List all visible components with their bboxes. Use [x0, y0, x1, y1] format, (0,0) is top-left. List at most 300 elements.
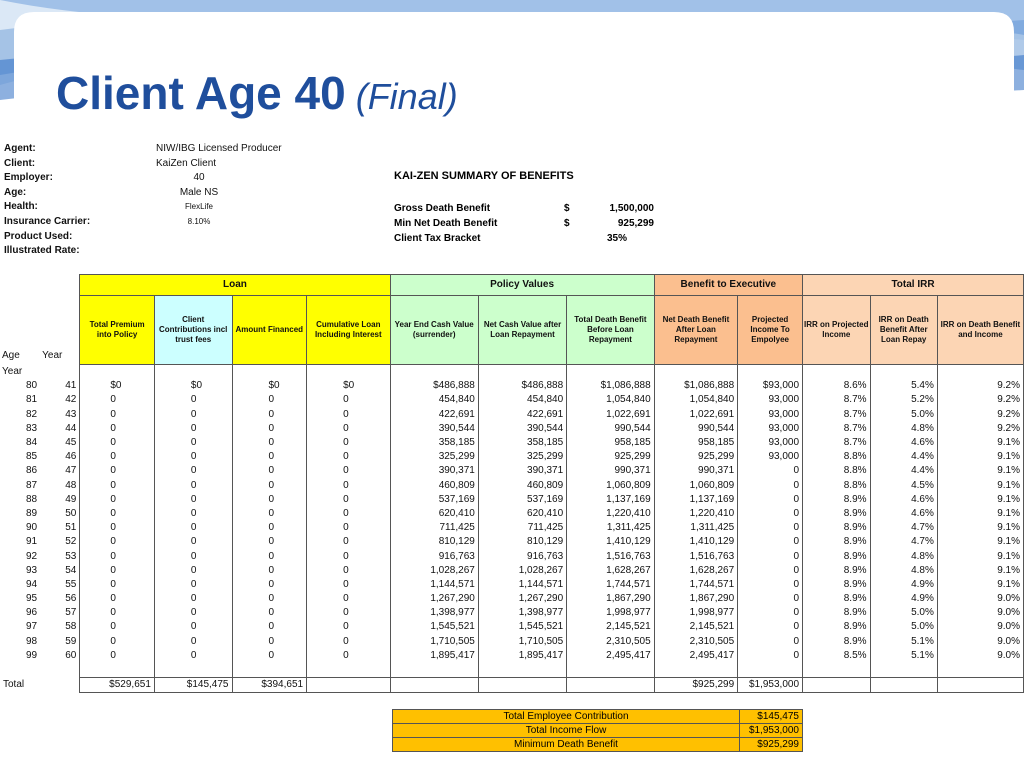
table-cell: 9.2% [937, 408, 1023, 422]
table-cell: 9.2% [937, 393, 1023, 407]
table-cell: 460,809 [478, 479, 566, 493]
table-cell: 0 [738, 464, 803, 478]
table-cell: 41 [65, 380, 77, 392]
table-cell: 54 [65, 564, 77, 576]
table-cell: 4.7% [870, 535, 937, 549]
table-cell: 8.9% [803, 564, 871, 578]
table-cell: 4.4% [870, 464, 937, 478]
table-cell: 8.7% [803, 408, 871, 422]
table-row [0, 620, 1024, 634]
table-cell: 5.0% [870, 606, 937, 620]
table-cell: 0 [154, 564, 232, 578]
table-row [0, 422, 1024, 436]
table-cell: 0 [80, 422, 155, 436]
table-cell: 0 [154, 422, 232, 436]
table-cell: $1,086,888 [654, 379, 738, 393]
table-cell: 1,028,267 [478, 564, 566, 578]
table-cell: 358,185 [390, 436, 478, 450]
table-cell: 0 [80, 606, 155, 620]
table-cell: 47 [65, 465, 77, 477]
table-cell: 57 [65, 607, 77, 619]
table-cell: 0 [80, 649, 155, 663]
table-cell: 1,054,840 [567, 393, 654, 407]
table-row [0, 408, 1024, 422]
table-cell: 990,371 [654, 464, 738, 478]
group-header-row [0, 275, 1024, 296]
table-cell: 8.9% [803, 635, 871, 649]
group-total-irr: Total IRR [803, 275, 1024, 296]
table-cell: 1,628,267 [654, 564, 738, 578]
table-cell: 711,425 [390, 521, 478, 535]
table-cell: 9.1% [937, 564, 1023, 578]
table-cell: 1,311,425 [567, 521, 654, 535]
totals-cell [937, 677, 1023, 692]
table-cell: 0 [80, 408, 155, 422]
table-cell: 0 [307, 649, 390, 663]
table-cell: 9.2% [937, 422, 1023, 436]
table-cell: 0 [738, 521, 803, 535]
table-cell: 0 [307, 436, 390, 450]
table-cell: 1,144,571 [478, 578, 566, 592]
table-cell: 0 [738, 535, 803, 549]
group-policy-values: Policy Values [390, 275, 654, 296]
table-cell: 9.1% [937, 493, 1023, 507]
table-cell: 2,495,417 [654, 649, 738, 663]
table-cell: 4.6% [870, 493, 937, 507]
info-value-rate: 8.10% [187, 216, 211, 226]
summary-currency: $ [564, 203, 570, 214]
table-cell: 4.8% [870, 564, 937, 578]
table-cell: 1,867,290 [654, 592, 738, 606]
table-cell: 4.9% [870, 592, 937, 606]
info-value-client: KaiZen Client [156, 157, 217, 169]
table-cell: 8.8% [803, 450, 871, 464]
table-cell: 0 [232, 578, 307, 592]
table-cell: 8.9% [803, 578, 871, 592]
table-row [0, 564, 1024, 578]
table-cell: 1,516,763 [654, 549, 738, 563]
bottom-summary-table [392, 709, 803, 752]
table-cell: 0 [154, 450, 232, 464]
table-cell: 0 [154, 479, 232, 493]
table-cell: 83 [26, 422, 38, 434]
table-cell: 0 [307, 479, 390, 493]
table-cell: 9.0% [937, 649, 1023, 663]
table-cell: 422,691 [390, 408, 478, 422]
table-cell: 916,763 [478, 549, 566, 563]
col-amount-financed: Amount Financed [232, 296, 307, 365]
table-cell: 1,060,809 [654, 479, 738, 493]
table-cell: 810,129 [390, 535, 478, 549]
table-cell: 81 [26, 394, 38, 406]
table-cell: 0 [154, 606, 232, 620]
table-cell: 0 [738, 578, 803, 592]
table-cell: 0 [232, 564, 307, 578]
table-cell: 4.6% [870, 507, 937, 521]
table-row [0, 549, 1024, 563]
table-cell: 0 [232, 521, 307, 535]
table-cell: 8.9% [803, 521, 871, 535]
table-cell: 59 [65, 635, 77, 647]
summary-label: Gross Death Benefit [394, 203, 491, 214]
totals-cell: $394,651 [232, 677, 307, 692]
table-cell: 1,267,290 [478, 592, 566, 606]
table-cell: 1,220,410 [567, 507, 654, 521]
table-cell: 1,022,691 [654, 408, 738, 422]
table-cell: 358,185 [478, 436, 566, 450]
table-cell: 0 [232, 464, 307, 478]
totals-label: Total [3, 679, 25, 691]
table-cell: 325,299 [390, 450, 478, 464]
table-row [0, 578, 1024, 592]
table-cell: 5.1% [870, 649, 937, 663]
totals-cell: $145,475 [154, 677, 232, 692]
table-row [0, 592, 1024, 606]
table-cell: 8.9% [803, 549, 871, 563]
table-cell: 925,299 [567, 450, 654, 464]
table-cell: 0 [154, 620, 232, 634]
table-cell: 454,840 [478, 393, 566, 407]
col-total-death-benefit: Total Death Benefit Before Loan Repayment [567, 296, 654, 365]
table-cell: 9.1% [937, 507, 1023, 521]
table-cell: 390,371 [390, 464, 478, 478]
table-cell: 4.6% [870, 436, 937, 450]
client-info-values [140, 142, 280, 230]
table-cell: 4.9% [870, 578, 937, 592]
table-cell: 96 [26, 607, 38, 619]
table-cell: 2,145,521 [567, 620, 654, 634]
table-cell: 5.4% [870, 379, 937, 393]
info-label-employer: Employer: [4, 172, 53, 184]
table-cell: 8.9% [803, 620, 871, 634]
table-cell: 0 [80, 620, 155, 634]
info-label-client: Client: [4, 157, 36, 169]
table-cell: 1,144,571 [390, 578, 478, 592]
table-cell: 0 [307, 493, 390, 507]
table-cell: 0 [232, 493, 307, 507]
table-cell: 0 [154, 393, 232, 407]
table-cell: 0 [232, 422, 307, 436]
table-cell: 43 [65, 408, 77, 420]
table-cell: 56 [65, 593, 77, 605]
table-cell: 93,000 [738, 408, 803, 422]
table-cell: $0 [80, 379, 155, 393]
table-row [0, 606, 1024, 620]
table-cell: 53 [65, 550, 77, 562]
table-row [0, 535, 1024, 549]
table-cell: 0 [307, 507, 390, 521]
table-cell: 9.1% [937, 535, 1023, 549]
table-cell: 0 [307, 564, 390, 578]
totals-cell [478, 677, 566, 692]
table-cell: 1,516,763 [567, 549, 654, 563]
table-cell: 1,137,169 [654, 493, 738, 507]
totals-cell [307, 677, 390, 692]
table-cell: 91 [26, 536, 38, 548]
table-cell: 8.9% [803, 606, 871, 620]
table-cell: 1,028,267 [390, 564, 478, 578]
table-cell: 48 [65, 479, 77, 491]
table-cell: 1,137,169 [567, 493, 654, 507]
table-cell: 89 [26, 507, 38, 519]
table-cell: 8.9% [803, 592, 871, 606]
table-cell: 0 [738, 479, 803, 493]
table-cell: 390,371 [478, 464, 566, 478]
table-cell: 4.8% [870, 422, 937, 436]
col-client-contributions: Client Contributions incl trust fees [154, 296, 232, 365]
table-cell: 0 [307, 578, 390, 592]
table-cell: 4.7% [870, 521, 937, 535]
table-cell: 84 [26, 437, 38, 449]
bottom-summary-row [393, 738, 803, 752]
table-cell: 50 [65, 507, 77, 519]
totals-cell [803, 677, 871, 692]
summary-title: KAI-ZEN SUMMARY OF BENEFITS [394, 170, 574, 182]
info-label-age: Age: [4, 186, 27, 198]
totals-cell: $1,953,000 [738, 677, 803, 692]
table-cell: 0 [738, 493, 803, 507]
totals-row [0, 677, 1024, 692]
col-irr-death-benefit: IRR on Death Benefit After Loan Repay [870, 296, 937, 365]
totals-cell [390, 677, 478, 692]
table-cell: 95 [26, 593, 38, 605]
table-cell: 990,371 [567, 464, 654, 478]
table-cell: 1,410,129 [654, 535, 738, 549]
table-cell: 990,544 [567, 422, 654, 436]
info-value-product: FlexLife [184, 202, 213, 212]
table-row [0, 635, 1024, 649]
row-label-year-2: Year [2, 366, 23, 378]
table-cell: 8.8% [803, 464, 871, 478]
table-cell: 9.0% [937, 592, 1023, 606]
table-cell: 0 [154, 493, 232, 507]
table-cell: 0 [738, 592, 803, 606]
table-cell: 9.1% [937, 450, 1023, 464]
table-cell: 93,000 [738, 422, 803, 436]
bottom-summary-value: $1,953,000 [740, 724, 803, 738]
table-cell: 58 [65, 621, 77, 633]
column-header-row [0, 296, 1024, 365]
table-cell: 2,495,417 [567, 649, 654, 663]
table-cell: 325,299 [478, 450, 566, 464]
table-cell: 1,744,571 [567, 578, 654, 592]
table-cell: 8.6% [803, 379, 871, 393]
table-cell: 1,311,425 [654, 521, 738, 535]
table-cell: 9.1% [937, 464, 1023, 478]
table-row [0, 450, 1024, 464]
table-row [0, 379, 1024, 393]
table-cell: 390,544 [478, 422, 566, 436]
table-row [0, 521, 1024, 535]
summary-label: Client Tax Bracket [394, 233, 481, 244]
table-cell: 82 [26, 408, 38, 420]
table-cell: 0 [80, 592, 155, 606]
table-cell: 97 [26, 621, 38, 633]
table-cell: 390,544 [390, 422, 478, 436]
table-cell: 460,809 [390, 479, 478, 493]
table-cell: 0 [232, 535, 307, 549]
table-cell: $0 [154, 379, 232, 393]
table-cell: $486,888 [390, 379, 478, 393]
table-cell: 9.0% [937, 606, 1023, 620]
table-cell: 0 [307, 521, 390, 535]
table-cell: 1,054,840 [654, 393, 738, 407]
table-cell: 537,169 [478, 493, 566, 507]
table-cell: 711,425 [478, 521, 566, 535]
table-cell: 2,310,505 [567, 635, 654, 649]
table-cell: $93,000 [738, 379, 803, 393]
table-cell: 8.9% [803, 507, 871, 521]
bottom-summary-value: $145,475 [740, 710, 803, 724]
table-cell: 5.0% [870, 408, 937, 422]
table-cell: 52 [65, 536, 77, 548]
slide-title-main: Client Age 40 [56, 67, 346, 119]
col-net-death-benefit: Net Death Benefit After Loan Repayment [654, 296, 738, 365]
table-cell: $486,888 [478, 379, 566, 393]
col-cumulative-loan: Cumulative Loan Including Interest [307, 296, 390, 365]
table-cell: 0 [154, 649, 232, 663]
table-cell: 1,744,571 [654, 578, 738, 592]
table-cell: 422,691 [478, 408, 566, 422]
table-cell: 1,710,505 [478, 635, 566, 649]
table-cell: 1,022,691 [567, 408, 654, 422]
table-cell: 45 [65, 437, 77, 449]
table-cell: 925,299 [654, 450, 738, 464]
table-cell: 93,000 [738, 450, 803, 464]
table-cell: 0 [80, 521, 155, 535]
slide-title [56, 67, 458, 119]
table-cell: 0 [232, 408, 307, 422]
table-cell: 0 [80, 450, 155, 464]
table-cell: 2,310,505 [654, 635, 738, 649]
table-cell: 94 [26, 578, 38, 590]
info-value-agent: NIW/IBG Licensed Producer [156, 143, 282, 154]
table-cell: 537,169 [390, 493, 478, 507]
table-cell: 1,060,809 [567, 479, 654, 493]
totals-cell: $925,299 [654, 677, 738, 692]
table-cell: 0 [80, 393, 155, 407]
table-cell: 0 [307, 422, 390, 436]
bottom-summary-label: Total Income Flow [393, 724, 740, 738]
table-cell: 0 [232, 450, 307, 464]
table-cell: 9.1% [937, 521, 1023, 535]
table-row [0, 507, 1024, 521]
bottom-summary-row [393, 724, 803, 738]
table-cell: 85 [26, 451, 38, 463]
table-cell: 0 [80, 436, 155, 450]
table-cell: 0 [738, 564, 803, 578]
table-cell: 1,895,417 [390, 649, 478, 663]
col-projected-income: Projected Income To Empolyee [738, 296, 803, 365]
bottom-summary-label: Total Employee Contribution [393, 710, 740, 724]
table-cell: 4.5% [870, 479, 937, 493]
table-cell: 1,998,977 [567, 606, 654, 620]
table-cell: 0 [154, 521, 232, 535]
table-cell: 60 [65, 649, 77, 661]
table-cell: 0 [738, 635, 803, 649]
table-cell: 5.0% [870, 620, 937, 634]
row-label-age: Age [2, 349, 20, 361]
table-cell: 0 [307, 606, 390, 620]
table-cell: 99 [26, 649, 38, 661]
table-cell: $0 [232, 379, 307, 393]
table-cell: 0 [307, 592, 390, 606]
table-cell: 8.9% [803, 493, 871, 507]
col-irr-projected-income: IRR on Projected Income [803, 296, 871, 365]
table-cell: 0 [307, 635, 390, 649]
table-cell: 1,410,129 [567, 535, 654, 549]
table-cell: 0 [307, 464, 390, 478]
table-cell: 0 [232, 620, 307, 634]
table-cell: 8.7% [803, 436, 871, 450]
table-cell: 0 [80, 635, 155, 649]
bottom-summary-row [393, 710, 803, 724]
table-cell: 98 [26, 635, 38, 647]
table-cell: 620,410 [478, 507, 566, 521]
table-cell: 1,895,417 [478, 649, 566, 663]
slide-title-sub: (Final) [355, 76, 458, 117]
summary-of-benefits [394, 201, 654, 246]
summary-value: 925,299 [617, 218, 654, 229]
year-label-row [0, 365, 1024, 380]
summary-label: Min Net Death Benefit [394, 218, 498, 229]
table-cell: 1,710,505 [390, 635, 478, 649]
summary-row [394, 216, 654, 231]
table-cell: 0 [738, 507, 803, 521]
table-cell: 86 [26, 465, 38, 477]
table-cell: 0 [307, 393, 390, 407]
table-cell: 9.0% [937, 635, 1023, 649]
totals-cell [567, 677, 654, 692]
table-cell: 0 [154, 549, 232, 563]
table-cell: 0 [307, 450, 390, 464]
table-cell: 55 [65, 578, 77, 590]
table-cell: 1,398,977 [390, 606, 478, 620]
table-cell: 0 [232, 592, 307, 606]
table-cell: 93,000 [738, 436, 803, 450]
table-cell: 0 [80, 578, 155, 592]
table-cell: 5.1% [870, 635, 937, 649]
table-cell: 0 [232, 649, 307, 663]
table-cell: 0 [80, 464, 155, 478]
table-cell: 0 [307, 535, 390, 549]
table-cell: 0 [154, 635, 232, 649]
table-cell: 8.8% [803, 479, 871, 493]
info-label-carrier: Insurance Carrier: [4, 215, 91, 227]
col-irr-death-benefit-income: IRR on Death Benefit and Income [937, 296, 1023, 365]
table-cell: 916,763 [390, 549, 478, 563]
table-cell: $0 [307, 379, 390, 393]
table-cell: 0 [738, 606, 803, 620]
table-cell: 0 [80, 535, 155, 549]
table-cell: 1,867,290 [567, 592, 654, 606]
table-cell: 5.2% [870, 393, 937, 407]
table-cell: 4.8% [870, 549, 937, 563]
table-row [0, 393, 1024, 407]
info-label-rate: Illustrated Rate: [4, 245, 80, 257]
table-row [0, 493, 1024, 507]
table-cell: 0 [154, 464, 232, 478]
table-cell: 0 [154, 507, 232, 521]
table-cell: 1,545,521 [478, 620, 566, 634]
table-row [0, 436, 1024, 450]
table-row [0, 464, 1024, 478]
table-cell: 2,145,521 [654, 620, 738, 634]
table-cell: 9.2% [937, 379, 1023, 393]
info-label-agent: Agent: [4, 143, 36, 154]
bottom-summary-value: $925,299 [740, 738, 803, 752]
table-cell: 87 [26, 479, 38, 491]
